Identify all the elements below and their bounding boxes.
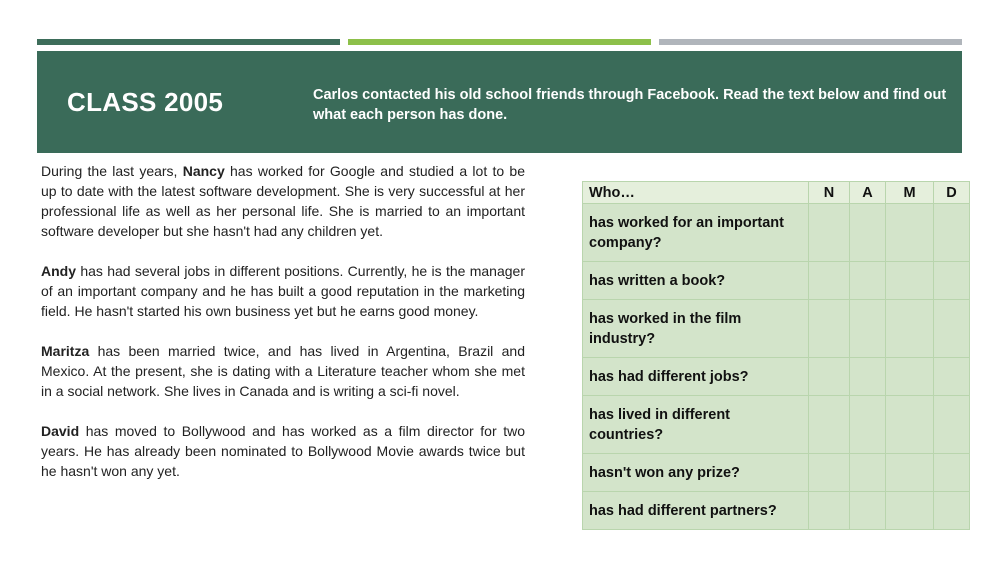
- answer-cell-david[interactable]: [934, 396, 970, 454]
- table-row: [583, 396, 970, 454]
- question-cell: has lived in different countries?: [583, 396, 809, 454]
- answer-cell-nancy[interactable]: [809, 358, 850, 396]
- question-cell: has had different partners?: [583, 492, 809, 530]
- header-who: Who…: [583, 182, 809, 204]
- answer-cell-andy[interactable]: [850, 454, 886, 492]
- table-row: [583, 300, 970, 358]
- page-title: CLASS 2005: [67, 87, 224, 117]
- answer-cell-david[interactable]: [934, 300, 970, 358]
- header-maritza: M: [886, 182, 934, 204]
- question-cell: has worked for an important company?: [583, 204, 809, 262]
- answer-cell-maritza[interactable]: [886, 204, 934, 262]
- answer-grid: [582, 181, 970, 530]
- header-nancy: N: [809, 182, 850, 204]
- answer-cell-maritza[interactable]: [886, 358, 934, 396]
- answer-cell-nancy[interactable]: [809, 300, 850, 358]
- answer-cell-maritza[interactable]: [886, 262, 934, 300]
- paragraph-nancy: During the last years, Nancy has worked for Google and studied a lot to be up to date with the latest software development. She is very successful at her professional life as well as her personal life. She is married to an important software developer but she hasn't had any children yet.: [41, 163, 526, 239]
- answer-cell-andy[interactable]: [850, 358, 886, 396]
- name-andy: Andy: [41, 263, 76, 279]
- answer-cell-david[interactable]: [934, 492, 970, 530]
- paragraph-david: David has moved to Bollywood and has worked as a film director for two years. He has already been nominated to Bollywood Movie awards twice but he hasn't won any yet.: [41, 423, 525, 479]
- answer-cell-maritza[interactable]: [886, 454, 934, 492]
- answer-cell-david[interactable]: [934, 358, 970, 396]
- name-nancy: Nancy: [182, 163, 225, 179]
- answer-cell-david[interactable]: [934, 204, 970, 262]
- answer-cell-david[interactable]: [934, 262, 970, 300]
- answer-cell-maritza[interactable]: [886, 300, 934, 358]
- question-cell: hasn't won any prize?: [583, 454, 809, 492]
- answer-cell-nancy[interactable]: [809, 262, 850, 300]
- answer-cell-andy[interactable]: [850, 396, 886, 454]
- top-stripe-green: [348, 39, 651, 45]
- paragraph-andy: Andy has had several jobs in different positions. Currently, he is the manager of an important company and he has built a good reputation in the marketing field. He hasn't started his own business yet but he earns good money.: [41, 263, 525, 319]
- answer-cell-andy[interactable]: [850, 262, 886, 300]
- top-stripe-gray: [659, 39, 962, 45]
- instructions-text: Carlos contacted his old school friends through Facebook. Read the text below and find out what each person has done.: [313, 87, 947, 123]
- answer-cell-nancy[interactable]: [809, 492, 850, 530]
- answer-cell-maritza[interactable]: [886, 492, 934, 530]
- answer-cell-nancy[interactable]: [809, 204, 850, 262]
- table-row: [583, 204, 970, 262]
- question-cell: has worked in the film industry?: [583, 300, 809, 358]
- grid-header-row: [583, 182, 970, 204]
- table-row: [583, 262, 970, 300]
- top-stripe-dark: [37, 39, 340, 45]
- answer-cell-andy[interactable]: [850, 300, 886, 358]
- answer-cell-david[interactable]: [934, 454, 970, 492]
- answer-cell-maritza[interactable]: [886, 396, 934, 454]
- answer-cell-andy[interactable]: [850, 492, 886, 530]
- table-row: [583, 454, 970, 492]
- header-andy: A: [850, 182, 886, 204]
- question-cell: has had different jobs?: [583, 358, 809, 396]
- name-maritza: Maritza: [41, 343, 90, 359]
- answer-cell-andy[interactable]: [850, 204, 886, 262]
- story-text: [41, 161, 525, 501]
- header-david: D: [934, 182, 970, 204]
- name-david: David: [41, 423, 80, 439]
- table-row: [583, 358, 970, 396]
- answer-cell-nancy[interactable]: [809, 396, 850, 454]
- header-banner: [37, 51, 962, 153]
- table-row: [583, 492, 970, 530]
- question-cell: has written a book?: [583, 262, 809, 300]
- paragraph-maritza: Maritza has been married twice, and has lived in Argentina, Brazil and Mexico. At the present, she is dating with a Literature teacher whom she met in a social network. She lives in Canada and is writing a sci-fi novel.: [41, 343, 525, 399]
- answer-cell-nancy[interactable]: [809, 454, 850, 492]
